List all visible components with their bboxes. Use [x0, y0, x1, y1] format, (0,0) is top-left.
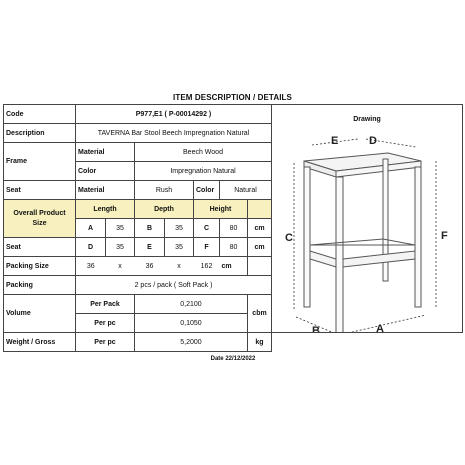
- volume-unit: cbm: [248, 295, 272, 333]
- packing-size-spacer: [248, 257, 272, 276]
- packing-height: 162: [194, 257, 220, 276]
- overall-a-value: 35: [106, 219, 135, 238]
- frame-color-label: Color: [76, 162, 135, 181]
- row-weight: [4, 333, 463, 352]
- drawing-label: Drawing: [353, 116, 381, 123]
- volume-label: Volume: [4, 295, 76, 333]
- description-value: TAVERNA Bar Stool Beech Impregnation Natural: [76, 124, 272, 143]
- drawing-letter-e: E: [331, 135, 339, 147]
- overall-c-letter: C: [194, 219, 220, 238]
- packing-size-unit: cm: [220, 257, 248, 276]
- description-label: Description: [4, 124, 76, 143]
- frame-label: Frame: [4, 143, 76, 181]
- volume-per-pack-value: 0,2100: [135, 295, 248, 314]
- seat-e-value: 35: [165, 238, 194, 257]
- frame-material-label: Material: [76, 143, 135, 162]
- length-label: Length: [76, 200, 135, 219]
- seat-material-label: Material: [76, 181, 135, 200]
- depth-label: Depth: [135, 200, 194, 219]
- frame-color-value: Impregnation Natural: [135, 162, 272, 181]
- seat-e-letter: E: [135, 238, 165, 257]
- weight-value: 5,2000: [135, 333, 248, 352]
- weight-unit: kg: [248, 333, 272, 352]
- weight-label: Weight / Gross: [4, 333, 76, 352]
- packing-label: Packing: [4, 276, 76, 295]
- overall-c-value: 80: [220, 219, 248, 238]
- overall-b-value: 35: [165, 219, 194, 238]
- row-code: [4, 105, 463, 124]
- frame-material-value: Beech Wood: [135, 143, 272, 162]
- drawing-letter-d: D: [369, 135, 377, 147]
- document-title: ITEM DESCRIPTION / DETAILS: [173, 93, 292, 102]
- drawing-cell: [272, 105, 463, 337]
- packing-depth: 36: [135, 257, 165, 276]
- volume-per-pc-value: 0,1050: [135, 314, 248, 333]
- code-value: P977,E1 ( P-00014292 ): [76, 105, 272, 124]
- weight-spacer: [272, 333, 463, 352]
- drawing-letter-f: F: [441, 230, 448, 242]
- volume-per-pc-label: Per pc: [76, 314, 135, 333]
- seat-size-unit: cm: [248, 238, 272, 257]
- drawing-letter-c: C: [285, 232, 293, 244]
- packing-x1: x: [106, 257, 135, 276]
- seat-color-value: Natural: [220, 181, 272, 200]
- overall-unit-spacer: [248, 200, 272, 219]
- seat-d-value: 35: [106, 238, 135, 257]
- volume-per-pack-label: Per Pack: [76, 295, 135, 314]
- overall-unit: cm: [248, 219, 272, 238]
- seat-size-label: Seat: [4, 238, 76, 257]
- seat-f-letter: F: [194, 238, 220, 257]
- weight-per-pc-label: Per pc: [76, 333, 135, 352]
- height-label: Height: [194, 200, 248, 219]
- seat-color-label: Color: [194, 181, 220, 200]
- stool-drawing: [276, 133, 458, 337]
- overall-b-letter: B: [135, 219, 165, 238]
- date-text: Date 22/12/2022: [210, 356, 256, 362]
- drawing-letter-a: A: [376, 323, 384, 335]
- seat-f-value: 80: [220, 238, 248, 257]
- packing-size-label: Packing Size: [4, 257, 76, 276]
- code-label: Code: [4, 105, 76, 124]
- seat-material-value: Rush: [135, 181, 194, 200]
- seat-d-letter: D: [76, 238, 106, 257]
- seat-label: Seat: [4, 181, 76, 200]
- overall-size-label: Overall Product Size: [4, 200, 76, 238]
- drawing-letter-b: B: [312, 325, 320, 337]
- spec-table: [3, 104, 463, 366]
- overall-a-letter: A: [76, 219, 106, 238]
- packing-width: 36: [76, 257, 106, 276]
- packing-value: 2 pcs / pack ( Soft Pack ): [76, 276, 272, 295]
- row-date: [4, 352, 463, 367]
- packing-x2: x: [165, 257, 194, 276]
